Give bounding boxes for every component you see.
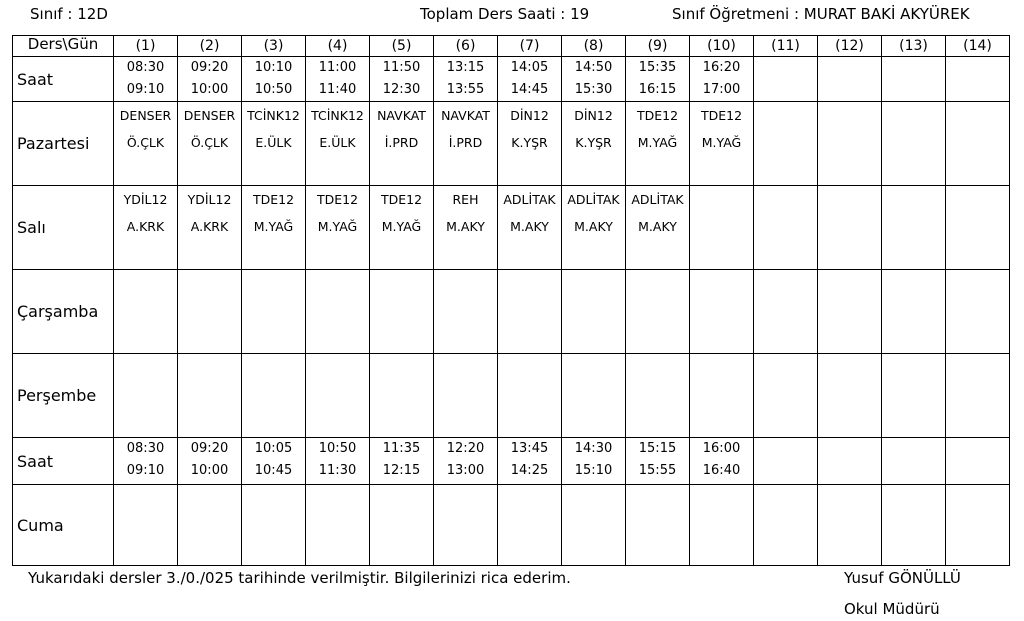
hour-cell [882,438,946,485]
hour-start: 13:15 [446,60,485,75]
lesson-cell [562,354,626,438]
hour-cell [434,57,498,102]
lesson-cell [946,485,1010,566]
period-header-cell [370,36,434,57]
hour-cell [690,438,754,485]
hour-start: 15:35 [638,60,677,75]
hour-start: 10:05 [254,441,293,456]
hour-start: 15:15 [638,441,677,456]
hour-end: 15:55 [638,463,677,478]
lesson-cell [242,102,306,186]
lesson-cell [754,485,818,566]
lesson-teacher: K.YŞR [575,135,612,150]
lesson-cell [370,354,434,438]
lesson-code: TDE12 [316,192,359,207]
period-header-cell [690,36,754,57]
lesson-cell [498,270,562,354]
lesson-cell [242,270,306,354]
period-header-cell [562,36,626,57]
period-number: (3) [263,38,284,54]
period-number: (7) [519,38,540,54]
lesson-teacher: İ.PRD [384,135,419,150]
lesson-teacher: M.YAĞ [253,219,294,234]
period-number: (9) [647,38,668,54]
lesson-teacher: M.AKY [574,219,613,234]
hour-cell [114,57,178,102]
lesson-cell [946,270,1010,354]
lesson-cell [882,270,946,354]
lesson-code: TCİNK12 [311,108,364,123]
lesson-cell [306,186,370,270]
lesson-cell [242,485,306,566]
hour-cell [114,438,178,485]
lesson-code: TCİNK12 [247,108,300,123]
timetable [12,35,1010,566]
lesson-cell [818,102,882,186]
lesson-code: TDE12 [636,108,679,123]
friday-row [13,485,1010,566]
period-header-cell [498,36,562,57]
day-label-wednesday: Çarşamba [13,270,114,354]
lesson-cell [242,354,306,438]
hour-cell [562,57,626,102]
lesson-code: TDE12 [700,108,743,123]
hour-cell [434,438,498,485]
period-header-cell [946,36,1010,57]
hour-start: 16:00 [702,441,741,456]
hour-cell [242,438,306,485]
monday-row [13,102,1010,186]
period-header-cell [818,36,882,57]
lesson-cell [562,186,626,270]
hour-cell [818,57,882,102]
lesson-teacher: M.YAĞ [637,135,678,150]
lesson-teacher: M.AKY [510,219,549,234]
lesson-cell [434,102,498,186]
lesson-cell [370,186,434,270]
lesson-cell [690,485,754,566]
footer-note: Yukarıdaki dersler 3./0./025 tarihinde verilmiştir. Bilgilerinizi rica ederim. [28,569,571,587]
hour-cell [946,57,1010,102]
lesson-teacher: M.AKY [446,219,485,234]
hour-end: 10:45 [254,463,293,478]
period-number: (14) [963,38,992,54]
period-number: (6) [455,38,476,54]
period-number: (5) [391,38,412,54]
hour-end: 15:30 [574,82,613,97]
hour-cell [626,438,690,485]
period-header-cell [882,36,946,57]
period-number: (12) [835,38,864,54]
lesson-code: DİN12 [574,108,613,123]
hour-cell [370,57,434,102]
hours-row [13,57,1010,102]
hour-cell [178,57,242,102]
lesson-cell [882,485,946,566]
lesson-cell [306,102,370,186]
lesson-cell [946,354,1010,438]
lesson-cell [626,186,690,270]
hour-end: 09:10 [126,82,165,97]
hour-start: 11:35 [382,441,421,456]
lesson-cell [946,102,1010,186]
hour-start: 09:20 [190,441,229,456]
hour-end: 17:00 [702,82,741,97]
hour-cell [690,57,754,102]
period-number: (1) [135,38,156,54]
hour-start: 11:50 [382,60,421,75]
lesson-cell [626,354,690,438]
lesson-code: DİN12 [510,108,549,123]
lesson-cell [242,186,306,270]
lesson-cell [562,270,626,354]
lesson-cell [626,485,690,566]
day-label-monday: Pazartesi [13,102,114,186]
hour-cell [178,438,242,485]
lesson-cell [626,102,690,186]
hour-end: 09:10 [126,463,165,478]
lesson-cell [882,102,946,186]
lesson-cell [818,270,882,354]
lesson-cell [114,485,178,566]
hour-start: 12:20 [446,441,485,456]
hour-cell [562,438,626,485]
hour-start: 08:30 [126,60,165,75]
lesson-code: YDİL12 [123,192,168,207]
hour-cell [498,438,562,485]
lesson-cell [306,354,370,438]
hour-cell [754,438,818,485]
lesson-cell [178,270,242,354]
lesson-cell [114,102,178,186]
lesson-code: TDE12 [252,192,295,207]
hour-start: 08:30 [126,441,165,456]
hour-end: 16:15 [638,82,677,97]
hour-cell [306,57,370,102]
lesson-cell [434,354,498,438]
lesson-teacher: K.YŞR [511,135,548,150]
hour-end: 13:55 [446,82,485,97]
lesson-code: NAVKAT [377,108,426,123]
corner-cell: Ders\Gün [13,36,114,57]
lesson-cell [114,354,178,438]
hour-end: 11:40 [318,82,357,97]
lesson-cell [114,186,178,270]
lesson-cell [882,186,946,270]
hour-cell [306,438,370,485]
day-label-friday: Cuma [13,485,114,566]
lesson-cell [178,102,242,186]
wednesday-row [13,270,1010,354]
hour-start: 14:05 [510,60,549,75]
tuesday-row [13,186,1010,270]
class-label: Sınıf : 12D [30,5,108,23]
lesson-cell [178,186,242,270]
lesson-teacher: M.YAĞ [701,135,742,150]
lesson-cell [306,270,370,354]
lesson-teacher: M.AKY [638,219,677,234]
hour-start: 10:50 [318,441,357,456]
lesson-code: ADLİTAK [503,192,556,207]
period-header-cell [114,36,178,57]
lesson-cell [370,102,434,186]
lesson-teacher: A.KRK [126,219,165,234]
lesson-code: TDE12 [380,192,423,207]
lesson-cell [690,354,754,438]
lesson-cell [498,186,562,270]
hour-cell [242,57,306,102]
lesson-cell [754,186,818,270]
lesson-teacher: E.ÜLK [255,135,292,150]
hour-cell [818,438,882,485]
hour-cell [370,438,434,485]
class-teacher-label: Sınıf Öğretmeni : MURAT BAKİ AKYÜREK [672,5,970,23]
hour-end: 15:10 [574,463,613,478]
lesson-cell [818,186,882,270]
lesson-cell [690,270,754,354]
hour-end: 16:40 [702,463,741,478]
lesson-cell [690,102,754,186]
lesson-teacher: Ö.ÇLK [126,135,165,150]
lesson-code: NAVKAT [441,108,490,123]
lesson-code: ADLİTAK [567,192,620,207]
total-hours-label: Toplam Ders Saati : 19 [420,5,590,23]
period-header-cell [178,36,242,57]
hour-cell [498,57,562,102]
hour-end: 10:50 [254,82,293,97]
hour-start: 09:20 [190,60,229,75]
lesson-cell [370,270,434,354]
period-header-cell [754,36,818,57]
lesson-cell [498,354,562,438]
lesson-cell [562,485,626,566]
lesson-cell [178,485,242,566]
day-label-tuesday: Salı [13,186,114,270]
lesson-cell [882,354,946,438]
lesson-cell [498,485,562,566]
hours-row-friday [13,438,1010,485]
hour-cell [946,438,1010,485]
lesson-cell [498,102,562,186]
lesson-cell [434,186,498,270]
thursday-row [13,354,1010,438]
hour-cell [626,57,690,102]
day-label-thursday: Perşembe [13,354,114,438]
lesson-cell [754,354,818,438]
period-header-cell [306,36,370,57]
lesson-teacher: İ.PRD [448,135,483,150]
hours-row-label: Saat [13,57,114,102]
lesson-cell [370,485,434,566]
hour-cell [882,57,946,102]
lesson-cell [114,270,178,354]
lesson-cell [818,354,882,438]
principal-title: Okul Müdürü [844,600,940,618]
period-number: (8) [583,38,604,54]
period-number: (2) [199,38,220,54]
lesson-cell [754,102,818,186]
hour-end: 12:15 [382,463,421,478]
hour-start: 14:30 [574,441,613,456]
hour-start: 11:00 [318,60,357,75]
period-header-cell [242,36,306,57]
hour-end: 10:00 [190,82,229,97]
lesson-teacher: M.YAĞ [317,219,358,234]
period-number: (10) [707,38,736,54]
period-number: (4) [327,38,348,54]
lesson-cell [754,270,818,354]
lesson-cell [562,102,626,186]
lesson-cell [818,485,882,566]
hour-start: 14:50 [574,60,613,75]
hour-end: 14:45 [510,82,549,97]
hour-end: 10:00 [190,463,229,478]
hour-end: 14:25 [510,463,549,478]
lesson-teacher: A.KRK [190,219,229,234]
hour-start: 16:20 [702,60,741,75]
lesson-teacher: E.ÜLK [319,135,356,150]
lesson-code: DENSER [119,108,172,123]
lesson-code: DENSER [183,108,236,123]
lesson-cell [690,186,754,270]
lesson-cell [306,485,370,566]
hour-cell [754,57,818,102]
hour-end: 12:30 [382,82,421,97]
lesson-cell [946,186,1010,270]
period-number: (13) [899,38,928,54]
lesson-code: ADLİTAK [631,192,684,207]
period-header-row [13,36,1010,57]
period-number: (11) [771,38,800,54]
lesson-code: REH [452,192,479,207]
lesson-teacher: Ö.ÇLK [190,135,229,150]
lesson-teacher: M.YAĞ [381,219,422,234]
lesson-cell [434,270,498,354]
lesson-cell [434,485,498,566]
period-header-cell [434,36,498,57]
hours-row-friday-label: Saat [13,438,114,485]
hour-end: 13:00 [446,463,485,478]
hour-end: 11:30 [318,463,357,478]
lesson-cell [178,354,242,438]
lesson-cell [626,270,690,354]
hour-start: 10:10 [254,60,293,75]
lesson-code: YDİL12 [187,192,232,207]
hour-start: 13:45 [510,441,549,456]
principal-name: Yusuf GÖNÜLLÜ [844,569,961,587]
period-header-cell [626,36,690,57]
